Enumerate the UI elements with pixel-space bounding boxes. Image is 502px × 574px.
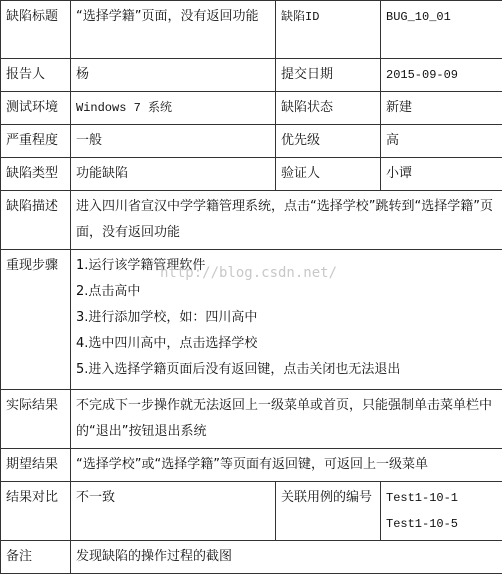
row-title bbox=[1, 1, 502, 59]
label-related-cases: 关联用例的编号 bbox=[276, 482, 381, 541]
value-status: 新建 bbox=[381, 92, 502, 125]
value-priority: 高 bbox=[381, 125, 502, 158]
row-remarks bbox=[1, 541, 502, 574]
step-item: 5.进入选择学籍页面后没有返回键，点击关闭也无法退出 bbox=[76, 357, 497, 383]
label-expected-result: 期望结果 bbox=[1, 449, 71, 482]
value-test-env: Windows 7 系统 bbox=[71, 92, 276, 125]
value-reporter: 杨 bbox=[71, 59, 276, 92]
label-status: 缺陷状态 bbox=[276, 92, 381, 125]
row-description bbox=[1, 191, 502, 250]
step-item: 4.选中四川高中，点击选择学校 bbox=[76, 331, 497, 357]
row-severity bbox=[1, 125, 502, 158]
watermark-text: http://blog.csdn.net/ bbox=[160, 265, 337, 281]
row-env bbox=[1, 92, 502, 125]
label-priority: 优先级 bbox=[276, 125, 381, 158]
row-steps bbox=[1, 250, 502, 390]
label-description: 缺陷描述 bbox=[1, 191, 71, 250]
value-verifier: 小谭 bbox=[381, 158, 502, 191]
step-item: 2.点击高中 bbox=[76, 279, 497, 305]
label-submit-date: 提交日期 bbox=[276, 59, 381, 92]
step-item: 3.进行添加学校，如：四川高中 bbox=[76, 305, 497, 331]
value-steps bbox=[71, 250, 502, 390]
row-expected-result bbox=[1, 449, 502, 482]
step-item: 1.运行该学籍管理软件 bbox=[76, 253, 497, 279]
value-actual-result: 不完成下一步操作就无法返回上一级菜单或首页，只能强制单击菜单栏中的“退出”按钮退出系统 bbox=[71, 390, 502, 449]
value-defect-id: BUG_10_01 bbox=[381, 1, 502, 59]
row-type bbox=[1, 158, 502, 191]
row-comparison bbox=[1, 482, 502, 541]
label-reporter: 报告人 bbox=[1, 59, 71, 92]
label-severity: 严重程度 bbox=[1, 125, 71, 158]
label-actual-result: 实际结果 bbox=[1, 390, 71, 449]
label-defect-type: 缺陷类型 bbox=[1, 158, 71, 191]
value-remarks: 发现缺陷的操作过程的截图 bbox=[71, 541, 502, 574]
value-expected-result: “选择学校”或“选择学籍”等页面有返回键，可返回上一级菜单 bbox=[71, 449, 502, 482]
row-actual-result bbox=[1, 390, 502, 449]
label-remarks: 备注 bbox=[1, 541, 71, 574]
related-case-item: Test1-10-5 bbox=[386, 511, 497, 537]
value-defect-type: 功能缺陷 bbox=[71, 158, 276, 191]
label-test-env: 测试环境 bbox=[1, 92, 71, 125]
value-description: 进入四川省宣汉中学学籍管理系统，点击“选择学校”跳转到“选择学籍”页面，没有返回功能 bbox=[71, 191, 502, 250]
value-title: “选择学籍”页面，没有返回功能 bbox=[71, 1, 276, 59]
row-reporter bbox=[1, 59, 502, 92]
value-related-cases bbox=[381, 482, 502, 541]
label-steps: 重现步骤 bbox=[1, 250, 71, 390]
value-comparison: 不一致 bbox=[71, 482, 276, 541]
related-case-item: Test1-10-1 bbox=[386, 485, 497, 511]
label-title: 缺陷标题 bbox=[1, 1, 71, 59]
label-defect-id: 缺陷ID bbox=[276, 1, 381, 59]
value-submit-date: 2015-09-09 bbox=[381, 59, 502, 92]
label-verifier: 验证人 bbox=[276, 158, 381, 191]
value-severity: 一般 bbox=[71, 125, 276, 158]
label-comparison: 结果对比 bbox=[1, 482, 71, 541]
